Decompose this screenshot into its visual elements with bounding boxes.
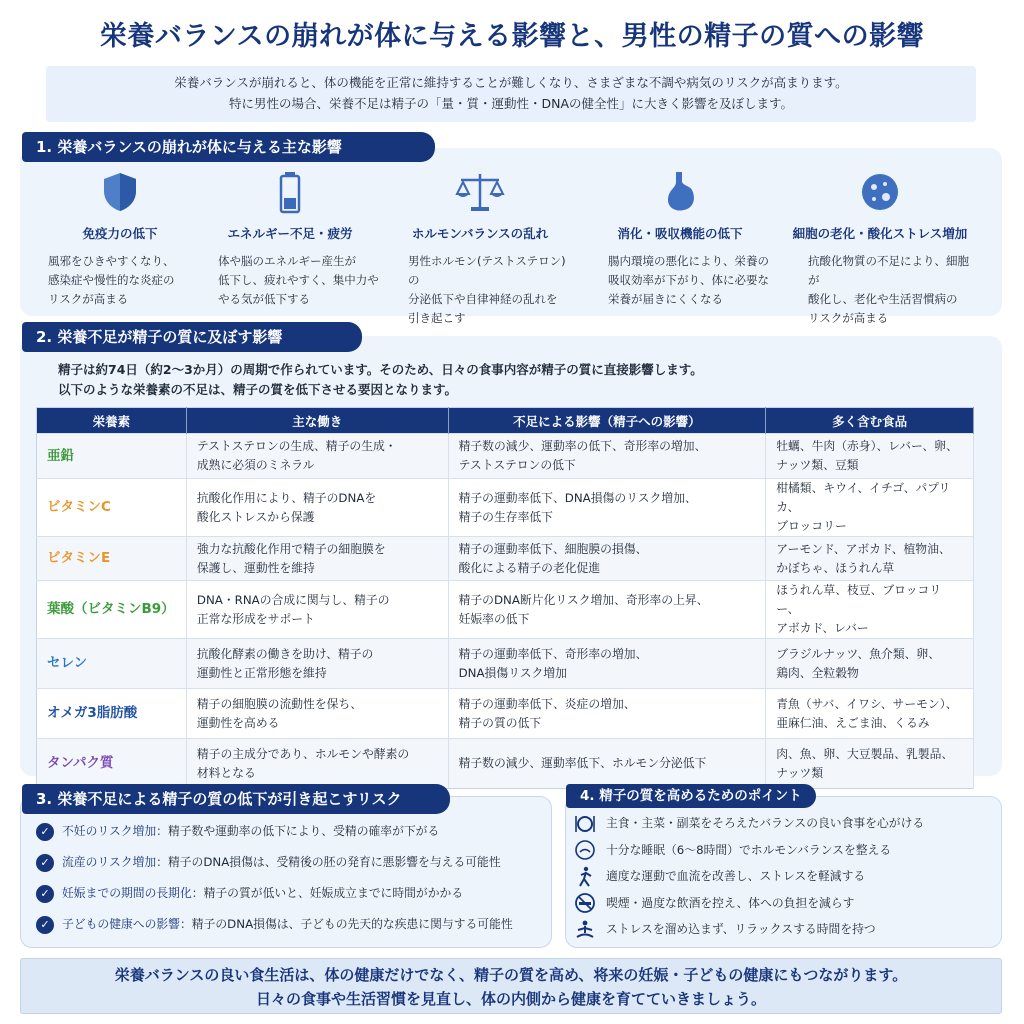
intro-line: 栄養バランスが崩れると、体の機能を正常に維持することが難しくなり、さまざまな不調や病気のリスクが高まります。 [174,75,848,90]
table-row [37,739,974,789]
table-row [37,581,974,639]
relax-icon [574,919,596,941]
page-title: 栄養バランスの崩れが体に与える影響と、男性の精子の質への影響 [99,21,925,52]
nutrient-cell: ビタミンE [37,537,187,581]
intro-line: 特に男性の場合、栄養不足は精子の「量・質・運動性・DNAの健全性」に大きく影響を及ぼします。 [228,96,794,111]
role-cell: 精子の主成分であり、ホルモンや酵素の 材料となる [186,739,448,789]
tip-text: ストレスを溜め込まず、リラックスする時間を持つ [606,922,876,936]
effect-desc: 腸内環境の悪化により、栄養の 吸収効率が下がり、体に必要な 栄養が届きにくくなる [608,254,769,306]
checkmark-icon: ✓ [36,916,54,934]
risk-item [36,822,439,840]
role-cell: 抗酸化作用により、精子のDNAを 酸化ストレスから保護 [186,479,448,537]
risk-item [36,853,501,871]
effect-cell: 精子の運動率低下、DNA損傷のリスク増加、 精子の生存率低下 [448,479,766,537]
column-header: 主な働き [186,408,448,434]
effect-card [790,170,970,328]
stomach-icon [660,170,700,214]
effect-card [30,170,210,309]
checkmark-icon: ✓ [36,854,54,872]
risk-key: 流産のリスク増加 [62,855,157,869]
sleep-icon [574,839,596,861]
table-row [37,434,974,479]
intro-box [46,66,976,122]
nutrient-cell: 亜鉛 [37,434,187,479]
column-header: 多く含む食品 [766,408,974,434]
foods-cell: 肉、魚、卵、大豆製品、乳製品、 ナッツ類 [766,739,974,789]
risk-key: 妊娠までの期間の長期化 [62,886,192,900]
shield-icon [100,170,140,214]
effect-desc: 風邪をひきやすくなり、 感染症や慢性的な炎症の リスクが高まる [48,254,175,306]
role-cell: 抗酸化酵素の働きを助け、精子の 運動性と正常形態を維持 [186,639,448,689]
effect-desc: 抗酸化物質の不足により、細胞が 酸化し、老化や生活習慣病の リスクが高まる [808,254,969,325]
table-header-row [37,408,974,434]
no-smoking-icon [574,892,596,914]
section-heading: 3. 栄養不足による精子の質の低下が引き起こすリスク [22,784,450,814]
table-row [37,479,974,537]
tip-text: 喫煙・過度な飲酒を控え、体への負担を減らす [606,895,855,910]
risk-text: ：精子のDNA損傷は、受精後の胚の発育に悪影響を与える可能性 [156,855,501,869]
column-header: 不足による影響（精子への影響） [448,408,766,434]
risk-item [36,915,513,933]
tip-text: 適度な運動で血流を改善し、ストレスを軽減する [606,869,866,883]
effect-title: 細胞の老化・酸化ストレス増加 [792,226,968,241]
foods-cell: アーモンド、アボカド、植物油、 かぼちゃ、ほうれん草 [766,537,974,581]
section-intro: 精子は約74日（約2〜3か月）の周期で作られています。そのため、日々の食事内容が精子の質に直接影響します。 以下のような栄養素の不足は、精子の質を低下させる要因となります。 [58,362,703,397]
section-heading: 4. 精子の質を高めるためのポイント [566,784,816,808]
effect-card [590,170,770,309]
role-cell: テストステロンの生成、精子の生成・ 成熟に必須のミネラル [186,434,448,479]
effect-card [200,170,380,309]
role-cell: 精子の細胞膜の流動性を保ち、 運動性を高める [186,689,448,739]
risk-key: 不妊のリスク増加 [62,824,157,838]
balance-scale-icon [455,170,505,214]
risk-text: ：精子数や運動率の低下により、受精の確率が下がる [156,824,440,838]
effect-title: 免疫力の低下 [82,226,158,241]
nutrient-cell: オメガ3脂肪酸 [37,689,187,739]
effect-desc: 男性ホルモン(テストステロン)の 分泌低下や自律神経の乱れを 引き起こす [408,254,566,325]
foods-cell: 柑橘類、キウイ、イチゴ、パプリカ、 ブロッコリー [766,479,974,537]
effect-title: エネルギー不足・疲労 [227,226,353,241]
effect-cell: 精子数の減少、運動率の低下、奇形率の増加、 テストステロンの低下 [448,434,766,479]
tip-item [574,839,891,861]
foods-cell: ほうれん草、枝豆、ブロッコリー、 アボカド、レバー [766,581,974,639]
nutrient-cell: セレン [37,639,187,689]
section-heading: 2. 栄養不足が精子の質に及ぼす影響 [22,322,362,352]
foods-cell: 青魚（サバ、イワシ、サーモン）、 亜麻仁油、えごま油、くるみ [766,689,974,739]
risk-text: ：精子のDNA損傷は、子どもの先天的な疾患に関与する可能性 [179,917,513,931]
effect-cell: 精子の運動率低下、奇形率の増加、 DNA損傷リスク増加 [448,639,766,689]
tip-item [574,812,924,834]
foods-cell: 牡蠣、牛肉（赤身）、レバー、卵、 ナッツ類、豆類 [766,434,974,479]
role-cell: 強力な抗酸化作用で精子の細胞膜を 保護し、運動性を維持 [186,537,448,581]
section-heading: 1. 栄養バランスの崩れが体に与える主な影響 [22,132,435,162]
effect-cell: 精子数の減少、運動率低下、ホルモン分泌低下 [448,739,766,789]
role-cell: DNA・RNAの合成に関与し、精子の 正常な形成をサポート [186,581,448,639]
footer-message: 栄養バランスの良い食生活は、体の健康だけでなく、精子の質を高め、将来の妊娠・子どもの健康にもつながります。 日々の食事や生活習慣を見直し、体の内側から健康を育てていきましょう。 [20,958,1002,1014]
tip-text: 十分な睡眠（6〜8時間）でホルモンバランスを整える [606,842,892,857]
cell-icon [860,170,900,214]
effect-cell: 精子の運動率低下、炎症の増加、 精子の質の低下 [448,689,766,739]
effect-card [390,170,570,328]
nutrient-table [36,407,974,789]
risk-item [36,884,463,902]
table-row [37,639,974,689]
effect-title: ホルモンバランスの乱れ [411,226,549,241]
table-row [37,689,974,739]
tip-item [574,918,876,940]
effect-cell: 精子のDNA断片化リスク増加、奇形率の上昇、 妊娠率の低下 [448,581,766,639]
nutrient-cell: タンパク質 [37,739,187,789]
nutrient-cell: 葉酸（ビタミンB9） [37,581,187,639]
risk-key: 子どもの健康への影響 [62,917,180,931]
checkmark-icon: ✓ [36,823,54,841]
table-row [37,537,974,581]
tip-item [574,892,854,914]
checkmark-icon: ✓ [36,885,54,903]
foods-cell: ブラジルナッツ、魚介類、卵、 鶏肉、全粒穀物 [766,639,974,689]
exercise-icon [574,866,596,888]
effect-cell: 精子の運動率低下、細胞膜の損傷、 酸化による精子の老化促進 [448,537,766,581]
effect-desc: 体や脳のエネルギー産生が 低下し、疲れやすく、集中力や やる気が低下する [218,254,379,306]
column-header: 栄養素 [37,408,187,434]
tip-text: 主食・主菜・副菜をそろえたバランスの良い食事を心がける [606,816,925,830]
effect-title: 消化・吸収機能の低下 [617,226,743,241]
nutrient-cell: ビタミンC [37,479,187,537]
battery-low-icon [270,170,310,214]
tip-item [574,865,865,887]
risk-text: ：精子の質が低いと、妊娠成立までに時間がかかる [191,886,464,900]
meal-icon [574,813,596,835]
